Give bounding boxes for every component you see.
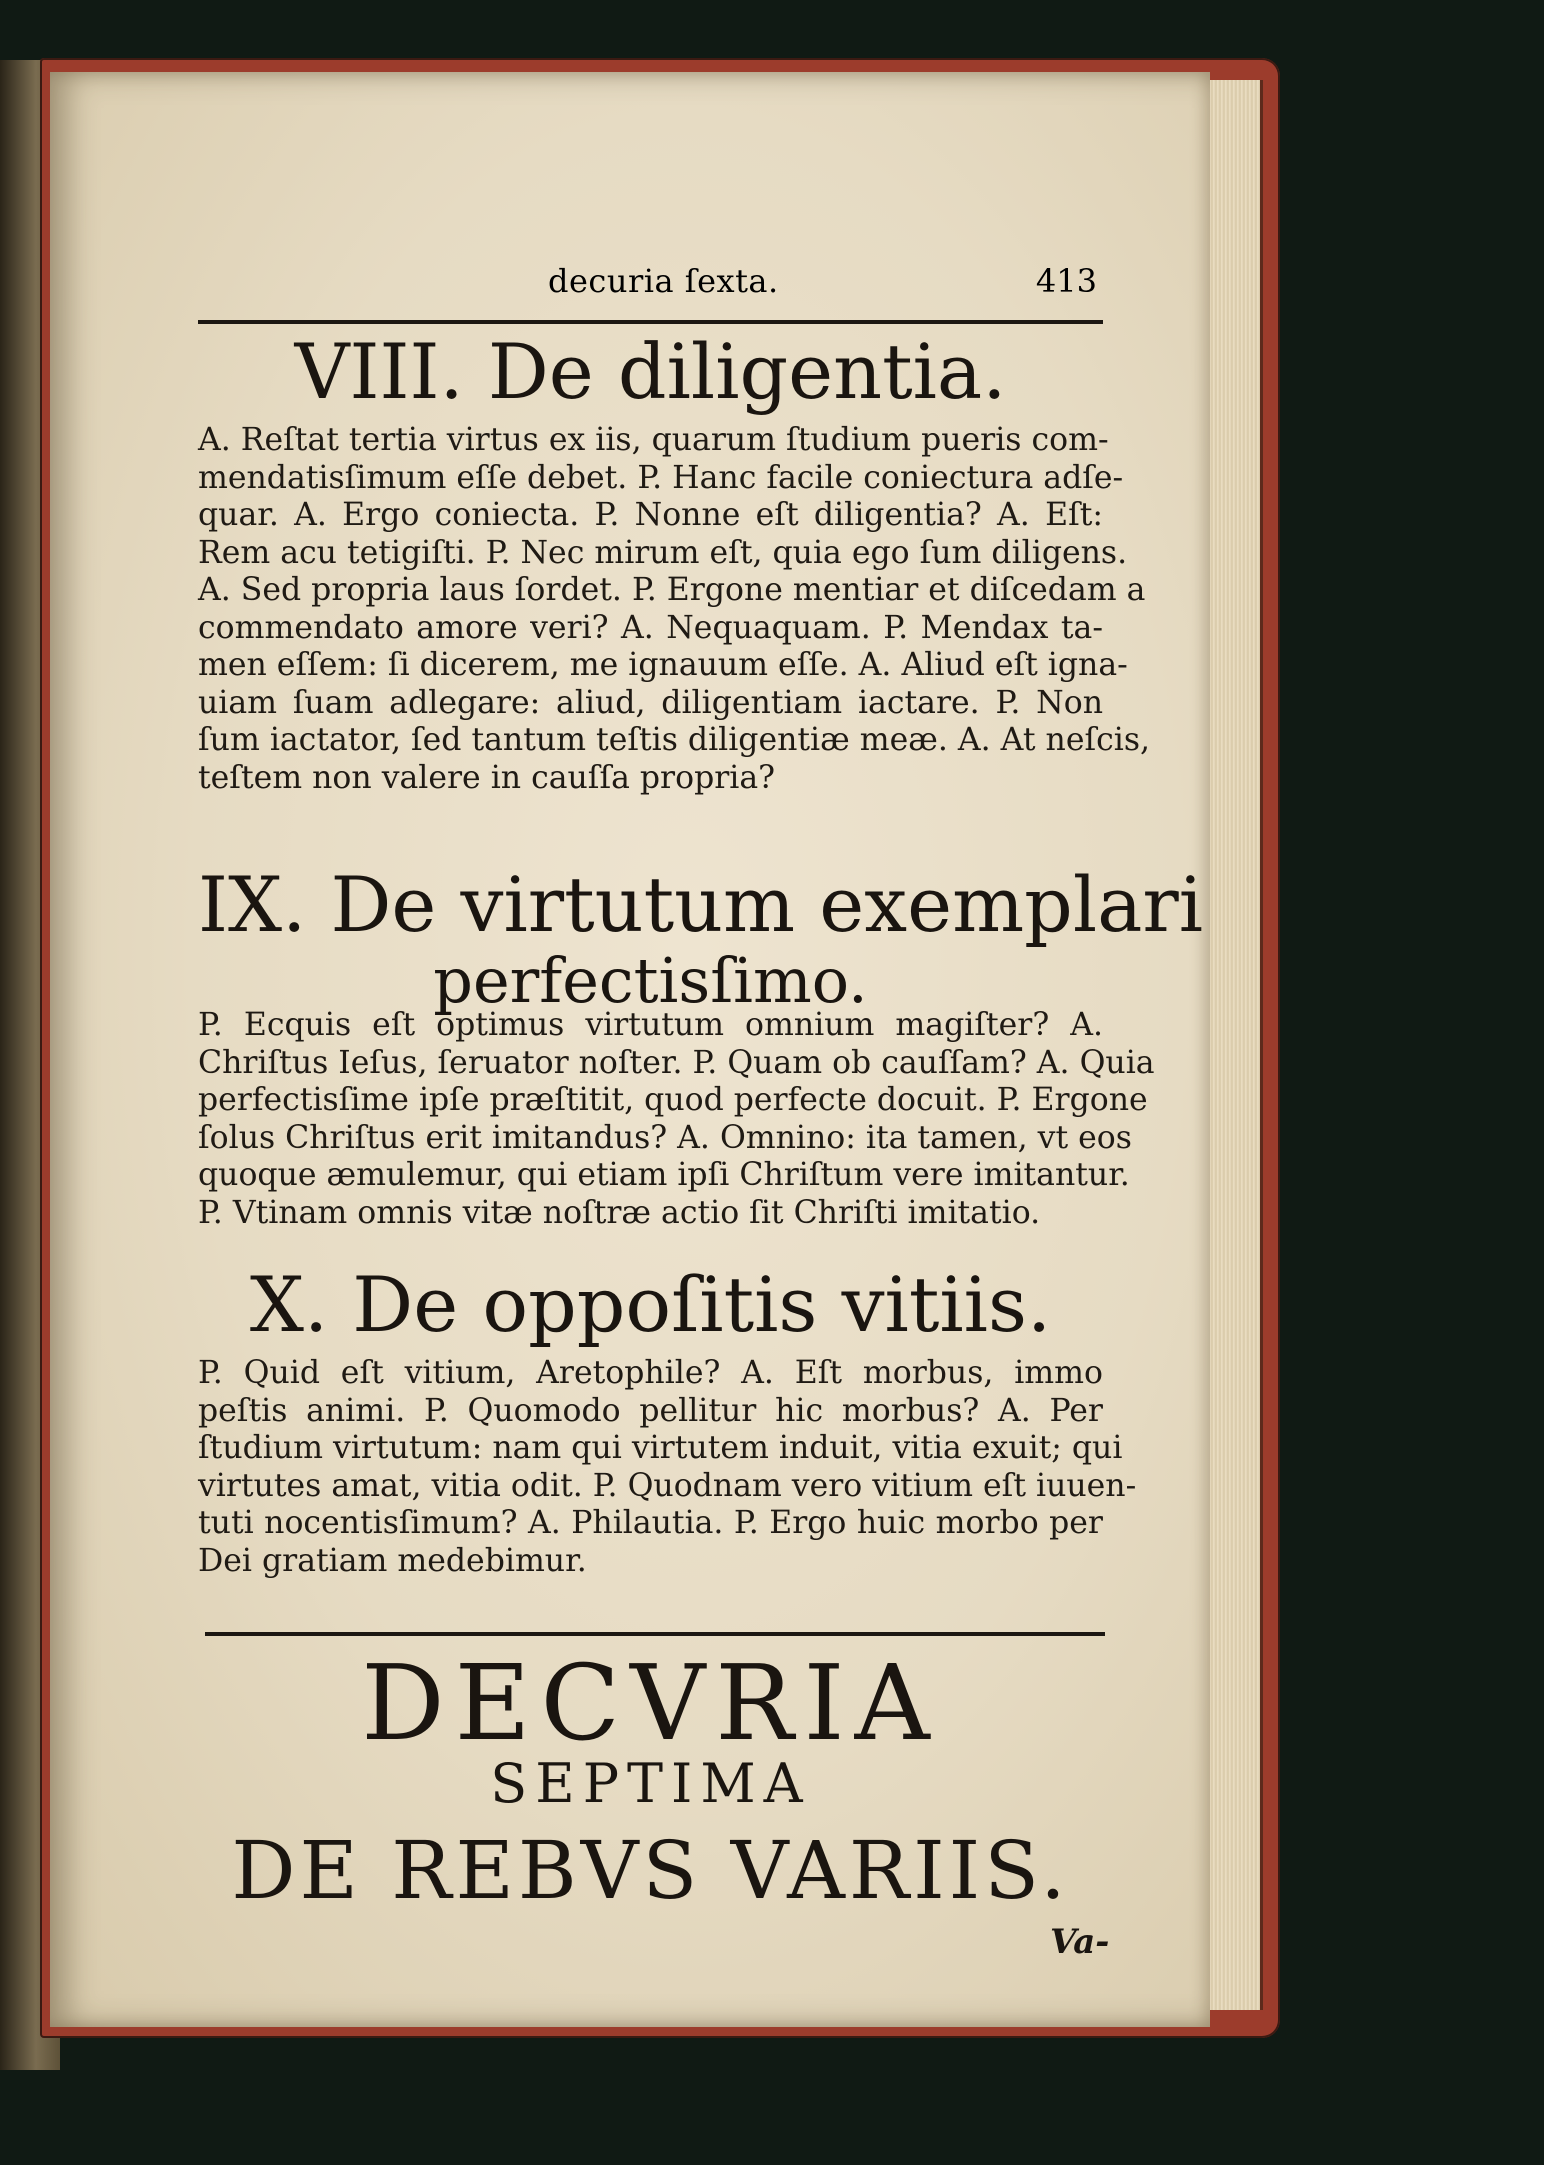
text-line: Dei gratiam medebimur. <box>198 1542 587 1579</box>
text-line: ſum iactator, ſed tantum teſtis diligentiæ meæ. A. At neſcis, <box>198 722 1151 758</box>
decuria-subtitle: SEPTIMA <box>490 1752 811 1815</box>
text-line: Chriſtus Ieſus, ſeruator noſter. P. Quam ob cauſſam? A. Quia <box>198 1044 1155 1081</box>
text-line: teſtem non valere in cauſſa propria? <box>198 759 776 796</box>
text-line: virtutes amat, vitia odit. P. Quodnam vero vitium eſt iuuen- <box>198 1467 1137 1504</box>
decuria-title: DECVRIA <box>361 1642 940 1764</box>
catchword: Va- <box>1050 1922 1110 1962</box>
text-line: A. Sed propria laus ſordet. P. Ergone mentiar et diſcedam a <box>198 572 1146 608</box>
text-line: commendato amore veri? A. Nequaquam. P. Mendax ta- <box>198 609 1103 646</box>
text-line: P. Ecquis eſt optimus virtutum omnium magiſter? A. <box>198 1007 1103 1043</box>
text-line: peſtis animi. P. Quomodo pellitur hic morbus? A. Per <box>198 1392 1103 1429</box>
header-rule <box>198 320 1103 324</box>
text-line: Rem acu tetigiſti. P. Nec mirum eſt, quia ego ſum diligens. <box>198 534 1128 571</box>
text-line: ſtudium virtutum: nam qui virtutem induit, vitia exuit; qui <box>198 1430 1123 1466</box>
text-line: A. Reſtat tertia virtus ex iis, quarum ſtudium pueris com- <box>198 422 1109 458</box>
section-body-viii <box>198 422 1151 797</box>
text-line: ſolus Chriſtus erit imitandus? A. Omnino: ita tamen, vt eos <box>198 1119 1132 1156</box>
section-heading-viii: VIII. De diligentia. <box>294 327 1007 416</box>
text-line: perfectisſime ipſe præſtitit, quod perfecte docuit. P. Ergone <box>198 1082 1148 1118</box>
text-line: P. Vtinam omnis vitæ noſtræ actio ſit Chriſti imitatio. <box>198 1194 1041 1231</box>
text-line: P. Quid eſt vitium, Aretophile? A. Eſt morbus, immo <box>198 1355 1103 1391</box>
section-body-x <box>198 1355 1137 1580</box>
text-line: quar. A. Ergo coniecta. P. Nonne eſt diligentia? A. Eſt: <box>198 497 1103 533</box>
decuria-theme: DE REBVS VARIIS. <box>231 1824 1070 1917</box>
section-heading-x: X. De oppoſitis vitiis. <box>249 1260 1052 1349</box>
running-title: decuria ſexta. <box>548 262 779 300</box>
page <box>50 72 1210 2027</box>
text-line: men eſſem: ſi dicerem, me ignauum eſſe. A. Aliud eſt igna- <box>198 647 1128 683</box>
page-header <box>198 262 1103 312</box>
text-line: uiam ſuam adlegare: aliud, diligentiam iactare. P. Non <box>198 684 1103 721</box>
text-line: mendatisſimum eſſe debet. P. Hanc facile coniectura adſe- <box>198 459 1124 496</box>
section-heading-ix-cont: perfectisſimo. <box>433 944 868 1017</box>
text-line: quoque æmulemur, qui etiam ipſi Chriſtum vere imitantur. <box>198 1157 1130 1193</box>
page-number: 413 <box>1035 262 1097 300</box>
section-body-ix <box>198 1007 1155 1232</box>
section-rule <box>205 1632 1105 1636</box>
section-heading-ix: IX. De virtutum exemplari <box>198 860 1204 949</box>
text-line: tuti nocentisſimum? A. Philautia. P. Ergo huic morbo per <box>198 1505 1103 1541</box>
